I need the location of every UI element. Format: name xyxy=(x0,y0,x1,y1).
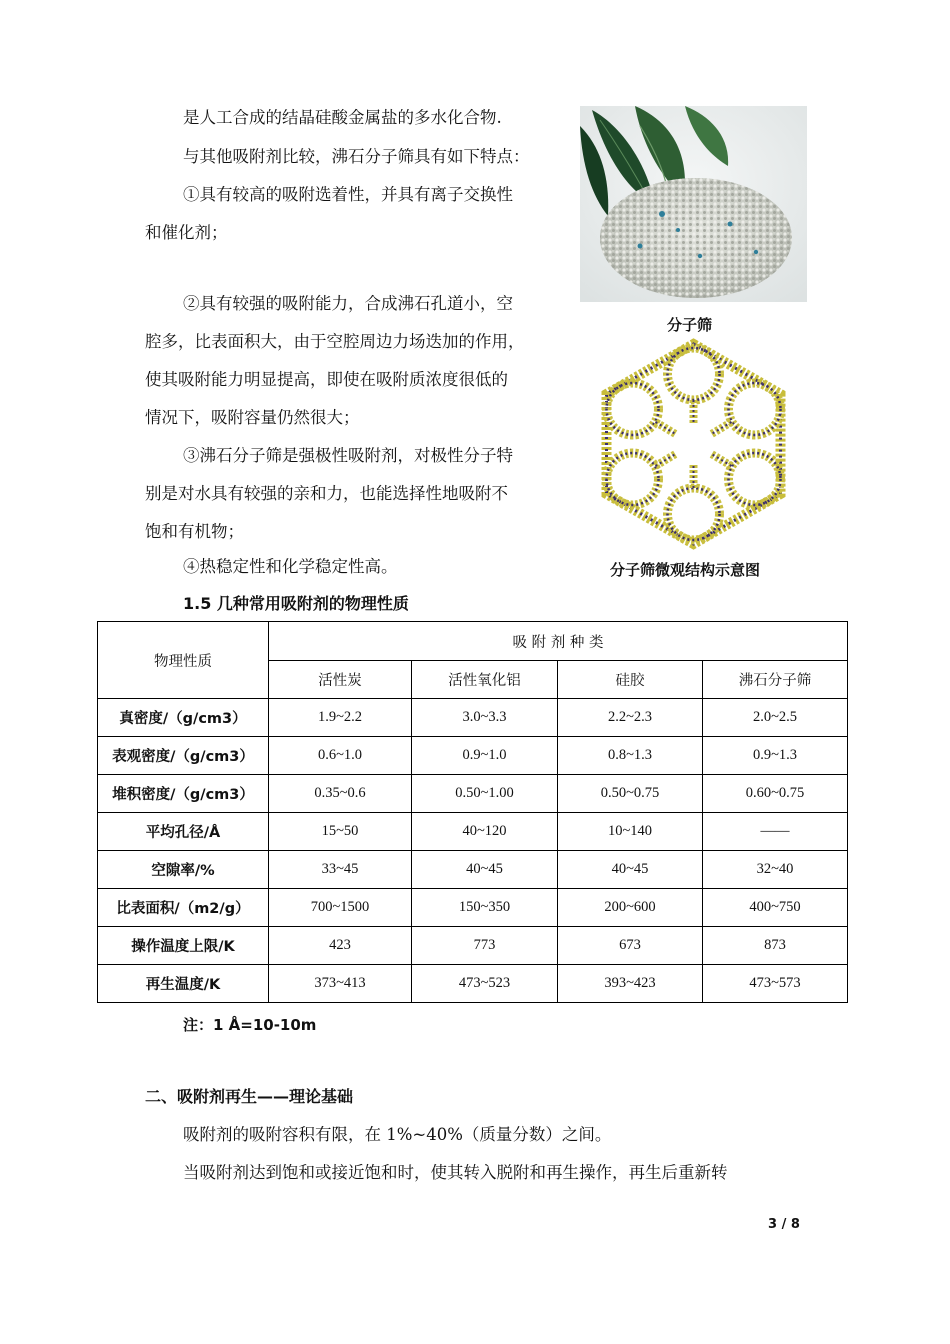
feature-3-line: 别是对水具有较强的亲和力，也能选择性地吸附不 xyxy=(145,484,508,503)
page-number: 3 / 8 xyxy=(768,1217,800,1232)
table-cell: 3.0~3.3 xyxy=(412,699,558,737)
table-cell: 15~50 xyxy=(269,813,412,851)
table-cell: 200~600 xyxy=(558,889,703,927)
table-cell: 373~413 xyxy=(269,965,412,1003)
column-header: 硅胶 xyxy=(558,661,703,699)
table-row xyxy=(98,965,848,1003)
adsorbent-properties-table xyxy=(97,621,848,1003)
table-cell: 0.50~1.00 xyxy=(412,775,558,813)
table-cell: 873 xyxy=(703,927,848,965)
table-cell: 2.2~2.3 xyxy=(558,699,703,737)
group-header: 吸 附 剂 种 类 xyxy=(269,622,848,661)
table-row xyxy=(98,775,848,813)
table-row xyxy=(98,851,848,889)
table-cell: 40~45 xyxy=(558,851,703,889)
intro-line: 是人工合成的结晶硅酸金属盐的多水化合物. xyxy=(183,108,502,127)
section-paragraph: 吸附剂的吸附容积有限，在 1%~40%（质量分数）之间。 xyxy=(183,1125,612,1144)
table-cell: 423 xyxy=(269,927,412,965)
table-cell: 0.50~0.75 xyxy=(558,775,703,813)
table-cell: 773 xyxy=(412,927,558,965)
table-row xyxy=(98,927,848,965)
table-cell: 0.8~1.3 xyxy=(558,737,703,775)
table-cell: 473~573 xyxy=(703,965,848,1003)
feature-1-line: 和催化剂； xyxy=(145,223,228,242)
row-label: 再生温度/K xyxy=(98,965,269,1003)
table-cell: 150~350 xyxy=(412,889,558,927)
row-label: 空隙率/% xyxy=(98,851,269,889)
row-label: 平均孔径/Å xyxy=(98,813,269,851)
row-label: 比表面积/（m2/g） xyxy=(98,889,269,927)
table-row xyxy=(98,699,848,737)
table-cell: 32~40 xyxy=(703,851,848,889)
column-header: 活性氧化铝 xyxy=(412,661,558,699)
feature-4-line: ④热稳定性和化学稳定性高。 xyxy=(183,557,398,576)
section-heading: 二、吸附剂再生——理论基础 xyxy=(145,1087,354,1106)
table-cell: 393~423 xyxy=(558,965,703,1003)
feature-3-line: 饱和有机物； xyxy=(145,522,244,541)
table-cell: 0.6~1.0 xyxy=(269,737,412,775)
feature-2-line: 使其吸附能力明显提高，即使在吸附质浓度很低的 xyxy=(145,370,508,389)
photo-caption: 分子筛 xyxy=(667,316,713,334)
table-title: 1.5 几种常用吸附剂的物理性质 xyxy=(183,594,409,613)
table-cell: 0.35~0.6 xyxy=(269,775,412,813)
feature-2-line: 情况下，吸附容量仍然很大； xyxy=(145,408,360,427)
table-row xyxy=(98,813,848,851)
row-label: 表观密度/（g/cm3） xyxy=(98,737,269,775)
section-paragraph: 当吸附剂达到饱和或接近饱和时，使其转入脱附和再生操作，再生后重新转 xyxy=(183,1163,728,1182)
feature-3-line: ③沸石分子筛是强极性吸附剂，对极性分子特 xyxy=(183,446,513,465)
table-cell: 33~45 xyxy=(269,851,412,889)
table-cell: 0.9~1.0 xyxy=(412,737,558,775)
column-header: 沸石分子筛 xyxy=(703,661,848,699)
row-label: 真密度/（g/cm3） xyxy=(98,699,269,737)
table-cell: 2.0~2.5 xyxy=(703,699,848,737)
feature-2-line: 腔多，比表面积大，由于空腔周边力场迭加的作用， xyxy=(145,332,525,351)
table-note: 注：1 Å=10-10m xyxy=(183,1016,317,1034)
table-cell: 10~140 xyxy=(558,813,703,851)
structure-caption: 分子筛微观结构示意图 xyxy=(610,561,761,579)
table-cell: 40~120 xyxy=(412,813,558,851)
table-cell: 1.9~2.2 xyxy=(269,699,412,737)
row-label: 堆积密度/（g/cm3） xyxy=(98,775,269,813)
row-label: 操作温度上限/K xyxy=(98,927,269,965)
table-cell: 400~750 xyxy=(703,889,848,927)
molecular-sieve-photo xyxy=(580,106,807,302)
feature-2-line: ②具有较强的吸附能力，合成沸石孔道小，空 xyxy=(183,294,513,313)
table-cell: 700~1500 xyxy=(269,889,412,927)
table-row xyxy=(98,889,848,927)
table-cell: —— xyxy=(703,813,848,851)
intro-line: 与其他吸附剂比较，沸石分子筛具有如下特点： xyxy=(183,147,530,166)
table-cell: 0.9~1.3 xyxy=(703,737,848,775)
table-cell: 40~45 xyxy=(412,851,558,889)
table-cell: 0.60~0.75 xyxy=(703,775,848,813)
table-cell: 673 xyxy=(558,927,703,965)
column-header: 活性炭 xyxy=(269,661,412,699)
corner-header: 物理性质 xyxy=(98,622,269,699)
table-cell: 473~523 xyxy=(412,965,558,1003)
zeolite-structure-diagram xyxy=(580,335,807,553)
feature-1-line: ①具有较高的吸附选着性，并具有离子交换性 xyxy=(183,185,513,204)
table-row xyxy=(98,737,848,775)
